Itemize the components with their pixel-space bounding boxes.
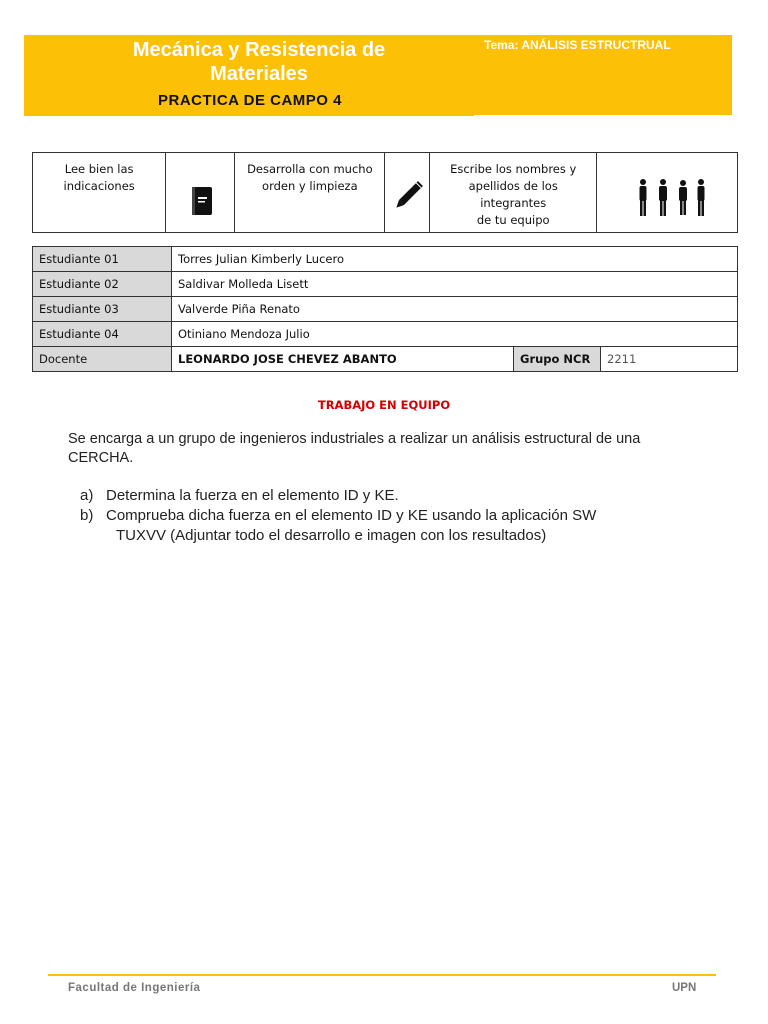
team-work-title: TRABAJO EN EQUIPO [317, 398, 451, 412]
group-value: 2211 [601, 347, 738, 372]
footer-university: UPN [672, 982, 697, 994]
course-title-line1: Mecánica y Resistencia de [132, 39, 386, 61]
student-label: Estudiante 01 [33, 247, 172, 272]
student-row [33, 297, 738, 322]
student-name: Otiniano Mendoza Julio [172, 322, 738, 347]
instr-develop: Desarrolla con mucho orden y limpieza [235, 153, 385, 233]
instr-names: Escribe los nombres y apellidos de los integrantes de tu equipo [430, 153, 597, 233]
list-item [80, 506, 720, 546]
notebook-icon [166, 153, 234, 227]
list-item-text: Comprueba dicha fuerza en el elemento ID y KE usando la aplicación SW [106, 507, 597, 524]
pencil-icon [385, 153, 429, 227]
group-label: Grupo NCR [514, 347, 601, 372]
instr-develop-icon-cell [385, 153, 430, 233]
list-item-text: Determina la fuerza en el elemento ID y KE. [106, 487, 399, 504]
student-label: Estudiante 02 [33, 272, 172, 297]
student-name: Saldivar Molleda Lisett [172, 272, 738, 297]
instr-names-icon-cell [597, 153, 738, 233]
docente-row [33, 347, 738, 372]
intro-paragraph: Se encarga a un grupo de ingenieros industriales a realizar un análisis estructural de una CERCHA. [68, 431, 641, 466]
student-row [33, 322, 738, 347]
student-name: Torres Julian Kimberly Lucero [172, 247, 738, 272]
student-row [33, 272, 738, 297]
list-item-continuation: TUXVV (Adjuntar todo el desarrollo e imagen con los resultados) [116, 527, 547, 544]
topic-label: Tema: ANÁLISIS ESTRUCTRUAL [484, 38, 671, 52]
list-item [80, 486, 720, 506]
instructions-table [32, 152, 738, 233]
footer-faculty: Facultad de Ingeniería [68, 982, 201, 994]
instr-read-icon-cell [166, 153, 235, 233]
student-row [33, 247, 738, 272]
docente-label: Docente [33, 347, 172, 372]
student-name: Valverde Piña Renato [172, 297, 738, 322]
team-silhouettes-icon [597, 153, 737, 227]
list-marker: a) [80, 487, 94, 504]
students-table [32, 246, 738, 372]
docente-name: LEONARDO JOSE CHEVEZ ABANTO [172, 347, 514, 372]
footer-line [48, 974, 716, 976]
course-title [96, 38, 422, 86]
student-label: Estudiante 04 [33, 322, 172, 347]
student-label: Estudiante 03 [33, 297, 172, 322]
course-title-line2: Materiales [210, 63, 308, 85]
practice-subtitle: PRACTICA DE CAMPO 4 [158, 92, 342, 109]
list-marker: b) [80, 507, 94, 524]
header-underline [24, 114, 474, 116]
instr-read: Lee bien las indicaciones [33, 153, 166, 233]
task-list [80, 486, 720, 546]
